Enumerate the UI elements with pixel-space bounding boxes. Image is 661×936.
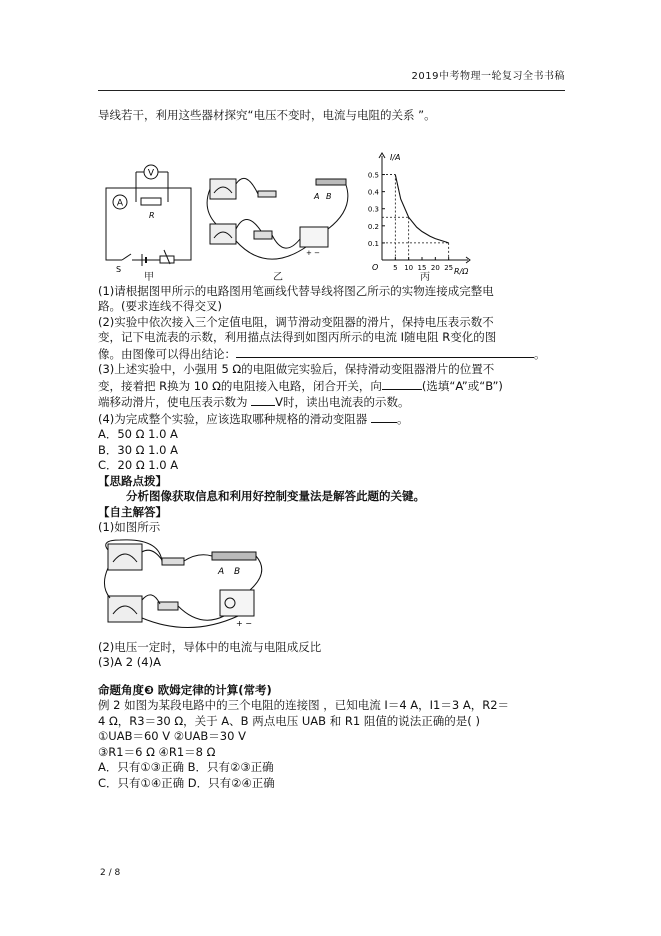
supply-sign-label: + − — [306, 248, 320, 257]
figure-yi-label: 乙 — [273, 271, 283, 283]
answer-heading: 【自主解答】 — [98, 504, 167, 519]
x-tick-label: 5 — [393, 263, 398, 272]
answer-terminal-a-label: A — [218, 566, 225, 577]
page-number: 2 / 8 — [100, 868, 121, 878]
q4-answer-blank — [371, 411, 397, 423]
y-tick-label: 0.2 — [367, 222, 379, 231]
y-axis-label: I/A — [390, 152, 401, 162]
header-divider — [98, 90, 565, 91]
choice-row-1: A．只有①③正确 B．只有②③正确 — [98, 760, 274, 774]
q1-line1: (1)请根据图甲所示的电路图用笔画线代替导线将图乙所示的实物连接成完整电 — [98, 283, 494, 298]
option-c: C．20 Ω 1.0 A — [98, 458, 179, 472]
figure-bing-chart — [360, 148, 480, 276]
option-a: A．50 Ω 1.0 A — [98, 427, 178, 441]
x-tick-label: 15 — [417, 263, 427, 272]
ammeter-symbol: A — [116, 198, 124, 208]
q3-line1: (3)上述实验中，小强用 5 Ω的电阻做完实验后，保持滑动变阻器滑片的位置不 — [98, 362, 495, 376]
q3-line2 — [98, 378, 568, 395]
switch-label: S — [116, 264, 122, 272]
q2-line2: 变，记下电流表的示数，利用描点法得到如图丙所示的电流 I随电阻 R变化的图 — [98, 330, 497, 344]
q4-line1-text: (4)为完成整个实验，应该选取哪种规格的滑动变阻器 — [98, 411, 371, 426]
y-tick-label: 0.3 — [367, 205, 379, 214]
page-header-title: 2019中考物理一轮复习全书书稿 — [411, 71, 565, 82]
terminal-b-label: B — [326, 191, 332, 201]
q3-direction-blank — [382, 378, 422, 390]
q2-end: 。 — [534, 346, 546, 361]
q2-answer-blank — [236, 346, 534, 358]
section2-title: 命题角度❸ 欧姆定律的计算(常考) — [98, 682, 272, 697]
answer-supply-sign: + − — [236, 618, 252, 628]
q3-line2-end: (选填“A”或“B”) — [421, 378, 503, 393]
y-tick-label: 0.5 — [367, 171, 379, 180]
q2-line1: (2)实验中依次接入三个定值电阻，调节滑动变阻器的滑片，保持电压表示数不 — [98, 314, 494, 329]
spacer — [98, 671, 568, 683]
x-tick-label: 25 — [444, 263, 454, 272]
q4-end: 。 — [396, 411, 409, 426]
figure-jia-circuit — [98, 142, 198, 272]
origin-label: O — [372, 262, 379, 272]
voltmeter-symbol: V — [147, 168, 155, 178]
series-curve — [395, 174, 448, 242]
resistor-label: R — [149, 210, 155, 220]
x-tick-label: 20 — [430, 263, 440, 272]
figure-bing-label: 丙 — [420, 271, 430, 283]
figure-jia-label: 甲 — [144, 271, 154, 283]
answer-3: (3)A 2 (4)A — [98, 655, 161, 669]
answer-2: (2)电压一定时，导体中的电流与电阻成反比 — [98, 639, 322, 654]
hint-heading: 【思路点拨】 — [98, 473, 167, 488]
example2-line2: 4 Ω，R3＝30 Ω，关于 A、B 两点电压 UAB 和 R1 阻值的说法正确的是( ) — [98, 713, 480, 728]
y-tick-label: 0.4 — [367, 188, 379, 197]
q3-line2-text: 变，接着把 R换为 10 Ω的电阻接入电路，闭合开关，向 — [98, 378, 382, 393]
y-tick-label: 0.1 — [367, 239, 379, 248]
q3-line3 — [98, 394, 568, 411]
x-tick-label: 10 — [404, 263, 414, 272]
q3-line3-b: V时，读出电流表的示数。 — [275, 395, 410, 409]
statement-row-1: ①UAB＝60 V ②UAB＝30 V — [98, 729, 246, 743]
terminal-a-label: A — [314, 191, 320, 201]
hint-text: 分析图像获取信息和利用好控制变量法是解答此题的关键。 — [126, 489, 425, 503]
q1-line2: 路。(要求连线不得交叉) — [98, 299, 222, 313]
figure-yi-apparatus — [206, 169, 351, 274]
intro-text: 导线若干，利用这些器材探究“电压不变时，电流与电阻的关系 ”。 — [98, 108, 436, 122]
answer-1: (1)如图所示 — [98, 520, 161, 534]
q2-line3 — [98, 346, 568, 363]
choice-row-2: C．只有①④正确 D．只有②④正确 — [98, 775, 275, 790]
q2-line3-text: 像。由图像可以得出结论： — [98, 346, 236, 361]
q3-voltage-blank — [251, 394, 275, 406]
example2-line1: 例 2 如图为某段电路中的三个电阻的连接图 ，已知电流 I＝4 A，I1＝3 A，R2＝ — [98, 698, 510, 712]
answer-apparatus-figure — [100, 538, 270, 638]
figures-row — [98, 124, 568, 284]
statement-row-2: ③R1＝6 Ω ④R1＝8 Ω — [98, 744, 216, 759]
q4-line1 — [98, 411, 568, 428]
q3-line3-a: 端移动滑片，使电压表示数为 — [98, 395, 252, 409]
option-b: B．30 Ω 1.0 A — [98, 442, 178, 457]
document-body — [98, 108, 568, 791]
x-axis-label: R/Ω — [454, 266, 469, 276]
answer-terminal-b-label: B — [234, 566, 241, 577]
